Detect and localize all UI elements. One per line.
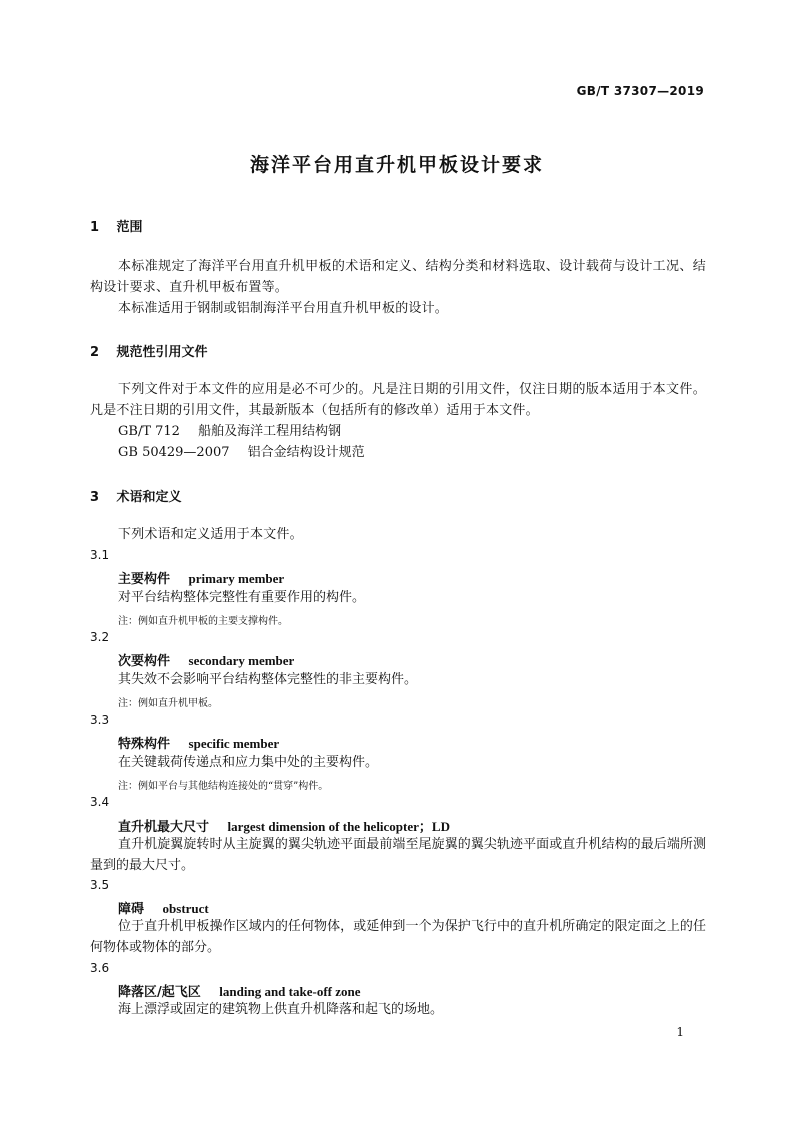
term-definition: 对平台结构整体完整性有重要作用的构件。 xyxy=(118,590,366,605)
term-zh: 直升机最大尺寸 xyxy=(118,820,210,835)
section-number: 2 xyxy=(90,345,100,360)
section-title: 规范性引用文件 xyxy=(116,345,208,360)
term-zh: 主要构件 xyxy=(118,572,171,587)
term-en: specific member xyxy=(188,736,280,751)
term-en: landing and take-off zone xyxy=(219,984,361,999)
term-number: 3.3 xyxy=(90,713,110,727)
term-en: largest dimension of the helicopter；LD xyxy=(227,819,450,834)
term-definition: 其失效不会影响平台结构整体完整性的非主要构件。 xyxy=(118,672,418,687)
term-definition: 在关键载荷传递点和应力集中处的主要构件。 xyxy=(118,755,379,770)
term-definition: 海上漂浮或固定的建筑物上供直升机降落和起飞的场地。 xyxy=(118,1002,444,1017)
term-zh: 次要构件 xyxy=(118,654,171,669)
section-number: 3 xyxy=(90,490,100,505)
term-definition: 位于直升机甲板操作区域内的任何物体，或延伸到一个为保护飞行中的直升机所确定的限定面之上的任何物体或物体的部分。 xyxy=(90,919,706,955)
term-zh: 特殊构件 xyxy=(118,737,171,752)
section-title: 范围 xyxy=(116,220,143,235)
paragraph: 下列术语和定义适用于本文件。 xyxy=(118,527,303,542)
section-heading-2 xyxy=(90,341,208,360)
paragraph: 下列文件对于本文件的应用是必不可少的。凡是注日期的引用文件，仅注日期的版本适用于本文件。凡是不注日期的引用文件，其最新版本（包括所有的修改单）适用于本文件。 xyxy=(90,382,706,418)
term-number: 3.1 xyxy=(90,548,110,562)
paragraph: 本标准适用于钢制或铝制海洋平台用直升机甲板的设计。 xyxy=(118,301,449,316)
reference-code: GB 50429—2007 xyxy=(118,445,230,460)
term-zh: 障碍 xyxy=(118,902,145,917)
term-number: 3.5 xyxy=(90,878,110,892)
reference-item xyxy=(118,421,341,442)
term-en: obstruct xyxy=(162,901,209,916)
term-heading xyxy=(118,981,361,1000)
term-heading xyxy=(118,650,294,669)
reference-item xyxy=(118,442,365,463)
term-en: primary member xyxy=(188,571,285,586)
page-number: 1 xyxy=(676,1025,684,1039)
term-note: 注：例如直升机甲板。 xyxy=(118,698,218,709)
reference-title: 铝合金结构设计规范 xyxy=(247,445,365,460)
term-definition: 直升机旋翼旋转时从主旋翼的翼尖轨迹平面最前端至尾旋翼的翼尖轨迹平面或直升机结构的最后端所测量到的最大尺寸。 xyxy=(90,837,706,873)
term-note: 注：例如平台与其他结构连接处的“贯穿”构件。 xyxy=(118,781,329,792)
term-number: 3.4 xyxy=(90,795,110,809)
document-title: 海洋平台用直升机甲板设计要求 xyxy=(249,154,544,176)
term-heading xyxy=(118,898,209,917)
section-title: 术语和定义 xyxy=(116,490,182,505)
term-heading xyxy=(118,733,279,752)
term-zh: 降落区/起飞区 xyxy=(118,985,201,1000)
term-number: 3.6 xyxy=(90,961,110,975)
section-heading-1 xyxy=(90,216,143,235)
section-number: 1 xyxy=(90,220,100,235)
term-heading xyxy=(118,816,450,835)
term-note: 注：例如直升机甲板的主要支撑构件。 xyxy=(118,616,288,627)
term-en: secondary member xyxy=(188,653,295,668)
term-number: 3.2 xyxy=(90,630,110,644)
reference-code: GB/T 712 xyxy=(118,424,180,439)
term-heading xyxy=(118,568,284,587)
section-heading-3 xyxy=(90,486,182,505)
paragraph: 本标准规定了海洋平台用直升机甲板的术语和定义、结构分类和材料选取、设计载荷与设计工况、结构设计要求、直升机甲板布置等。 xyxy=(90,259,706,295)
reference-title: 船舶及海洋工程用结构钢 xyxy=(198,424,342,439)
standard-code: GB/T 37307—2019 xyxy=(576,84,704,98)
